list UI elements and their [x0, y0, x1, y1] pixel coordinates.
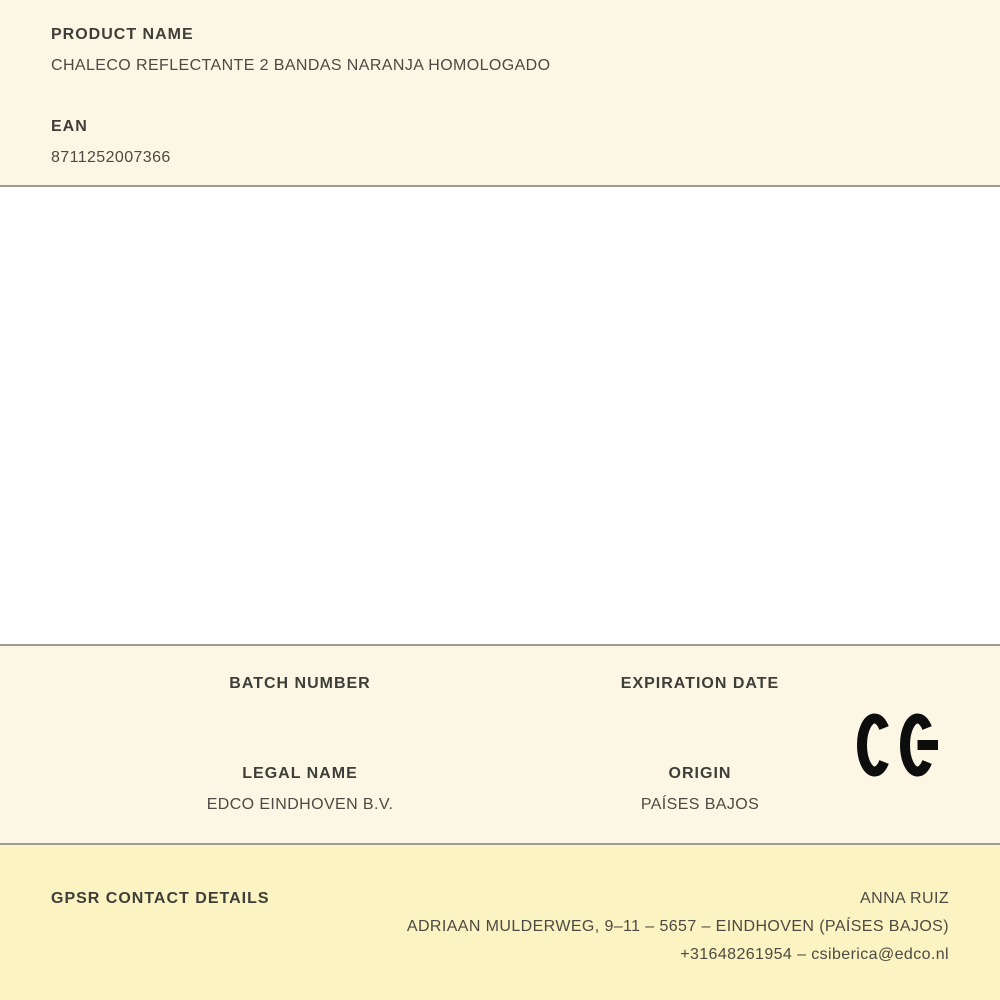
legal-name-value: EDCO EINDHOVEN B.V. [206, 796, 394, 813]
contact-phone-email: +31648261954 – csiberica@edco.nl [680, 946, 949, 963]
ean-label: EAN [51, 118, 88, 135]
origin-value: PAÍSES BAJOS [640, 796, 760, 813]
details-section [0, 646, 1000, 843]
ean-value: 8711252007366 [51, 149, 171, 166]
product-header-section [0, 0, 1000, 185]
ce-mark-icon [857, 713, 943, 777]
gpsr-contact-block [407, 885, 949, 969]
contact-address: ADRIAAN MULDERWEG, 9–11 – 5657 – EINDHOVEN (PAÍSES BAJOS) [406, 918, 949, 935]
gpsr-contact-section [0, 845, 1000, 1000]
details-values-row [100, 797, 1000, 813]
gpsr-contact-heading: GPSR CONTACT DETAILS [51, 890, 270, 907]
empty-middle-section [0, 187, 1000, 644]
contact-name: ANNA RUIZ [860, 890, 949, 907]
product-name-value: CHALECO REFLECTANTE 2 BANDAS NARANJA HOMOLOGADO [51, 57, 551, 74]
expiration-date-label: EXPIRATION DATE [620, 675, 780, 692]
legal-name-label: LEGAL NAME [242, 765, 358, 782]
product-name-label: PRODUCT NAME [51, 26, 194, 43]
origin-label: ORIGIN [668, 765, 732, 782]
batch-number-label: BATCH NUMBER [229, 675, 371, 692]
details-labels-row-1 [100, 676, 1000, 692]
